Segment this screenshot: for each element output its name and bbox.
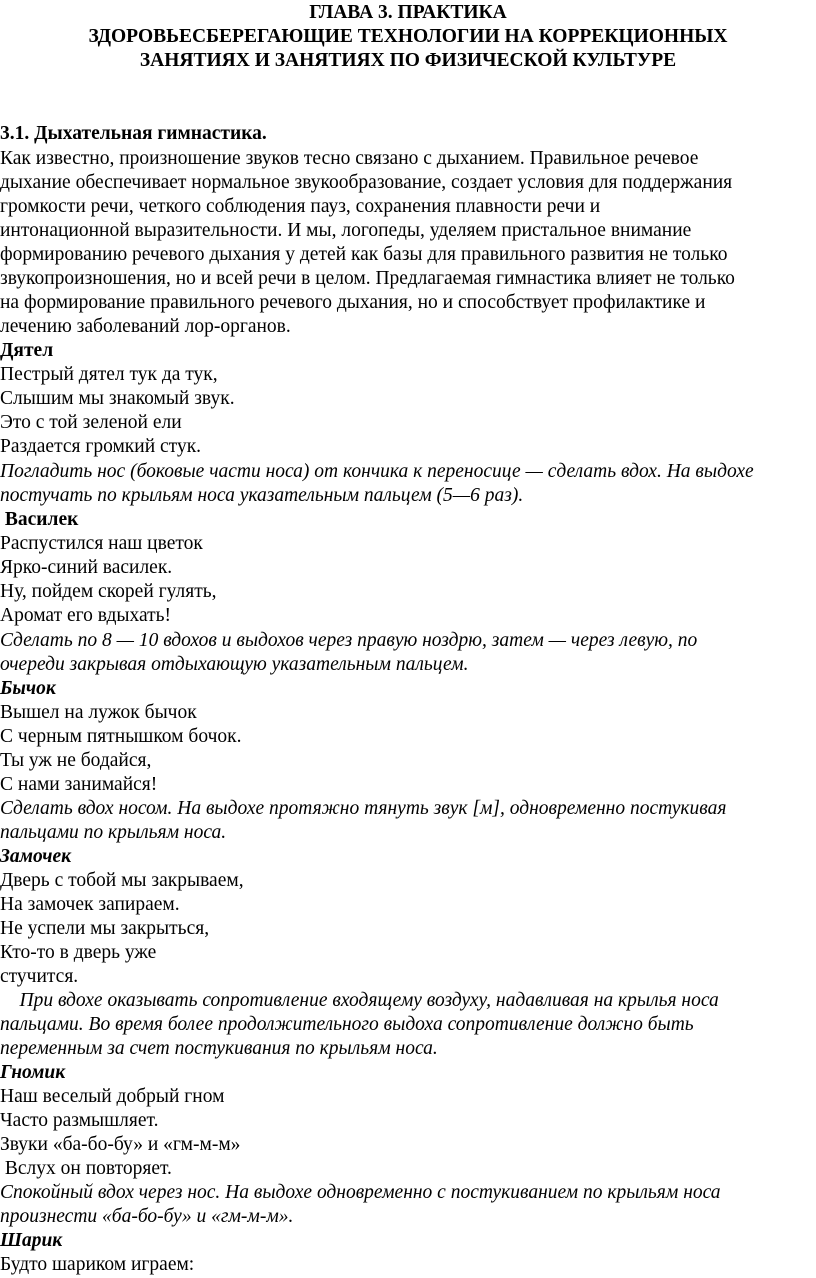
exercise-title: Дятел [0, 340, 54, 361]
instruction-line: очереди закрывая отдыхающую указательным пальцем. [0, 654, 469, 675]
exercise-title: Гномик [0, 1062, 66, 1083]
instruction-line: При вдохе оказывать сопротивление входящему воздуху, надавливая на крылья носа [0, 990, 719, 1011]
exercise-title: Шарик [0, 1230, 63, 1251]
verse-line: Ярко-синий василек. [0, 557, 173, 578]
instruction-line: постучать по крыльям носа указательным пальцем (5—6 раз). [0, 485, 524, 506]
chapter-title-line-1: ГЛАВА 3. ПРАКТИКА [309, 2, 507, 23]
verse-line: Звуки «ба-бо-бу» и «гм-м-м» [0, 1134, 241, 1155]
verse-line: Аромат его вдыхать! [0, 605, 172, 626]
verse-line: Ну, пойдем скорей гулять, [0, 581, 217, 602]
exercise-title: Бычок [0, 678, 56, 699]
verse-line: С нами занимайся! [0, 774, 158, 795]
intro-line: интонационной выразительности. И мы, логопеды, уделяем пристальное внимание [0, 220, 692, 241]
verse-line: Это с той зеленой ели [0, 412, 182, 433]
chapter-title-line-2: ЗДОРОВЬЕСБЕРЕГАЮЩИЕ ТЕХНОЛОГИИ НА КОРРЕКЦИОННЫХ [88, 26, 728, 47]
verse-line: Распустился наш цветок [0, 533, 203, 554]
intro-line: Как известно, произношение звуков тесно связано с дыханием. Правильное речевое [0, 148, 699, 169]
exercise-title: Василек [0, 509, 79, 530]
section-title: 3.1. Дыхательная гимнастика. [0, 123, 267, 144]
intro-line: на формирование правильного речевого дыхания, но и способствует профилактике и [0, 292, 706, 313]
verse-line: Часто размышляет. [0, 1110, 159, 1131]
verse-line: Кто-то в дверь уже [0, 942, 157, 963]
instruction-line: произнести «ба-бо-бу» и «гм-м-м». [0, 1206, 294, 1227]
verse-line: Вслух он повторяет. [0, 1158, 172, 1179]
verse-line: Слышим мы знакомый звук. [0, 388, 235, 409]
intro-line: звукопроизношения, но и всей речи в целом. Предлагаемая гимнастика влияет не только [0, 268, 735, 289]
verse-line: стучится. [0, 966, 79, 987]
verse-line: Вышел на лужок бычок [0, 702, 197, 723]
instruction-line: Погладить нос (боковые части носа) от кончика к переносице — сделать вдох. На выдохе [0, 461, 754, 482]
verse-line: Не успели мы закрыться, [0, 918, 210, 939]
intro-line: дыхание обеспечивает нормальное звукообразование, создает условия для поддержания [0, 172, 733, 193]
instruction-line: Сделать по 8 — 10 вдохов и выдохов через правую ноздрю, затем — через левую, по [0, 630, 698, 651]
intro-line: лечению заболеваний лор-органов. [0, 316, 291, 337]
instruction-line: пальцами. Во время более продолжительного выдоха сопротивление должно быть [0, 1014, 694, 1035]
verse-line: Дверь с тобой мы закрываем, [0, 870, 244, 891]
intro-line: формированию речевого дыхания у детей как базы для правильного развития не только [0, 244, 728, 265]
instruction-line: переменным за счет постукивания по крыльям носа. [0, 1038, 438, 1059]
verse-line: Пестрый дятел тук да тук, [0, 364, 218, 385]
instruction-line: Сделать вдох носом. На выдохе протяжно тянуть звук [м], одновременно постукивая [0, 798, 727, 819]
verse-line: Наш веселый добрый гном [0, 1086, 225, 1107]
verse-line: Ты уж не бодайся, [0, 750, 152, 771]
exercise-title: Замочек [0, 846, 72, 867]
verse-line: С черным пятнышком бочок. [0, 726, 242, 747]
instruction-line: Спокойный вдох через нос. На выдохе одновременно с постукиванием по крыльям носа [0, 1182, 721, 1203]
verse-line: На замочек запираем. [0, 894, 180, 915]
intro-line: громкости речи, четкого соблюдения пауз, сохранения плавности речи и [0, 196, 601, 217]
verse-line: Раздается громкий стук. [0, 436, 202, 457]
instruction-line: пальцами по крыльям носа. [0, 822, 227, 843]
verse-line: Будто шариком играем: [0, 1254, 195, 1275]
chapter-title-line-3: ЗАНЯТИЯХ И ЗАНЯТИЯХ ПО ФИЗИЧЕСКОЙ КУЛЬТУРЕ [139, 50, 677, 71]
